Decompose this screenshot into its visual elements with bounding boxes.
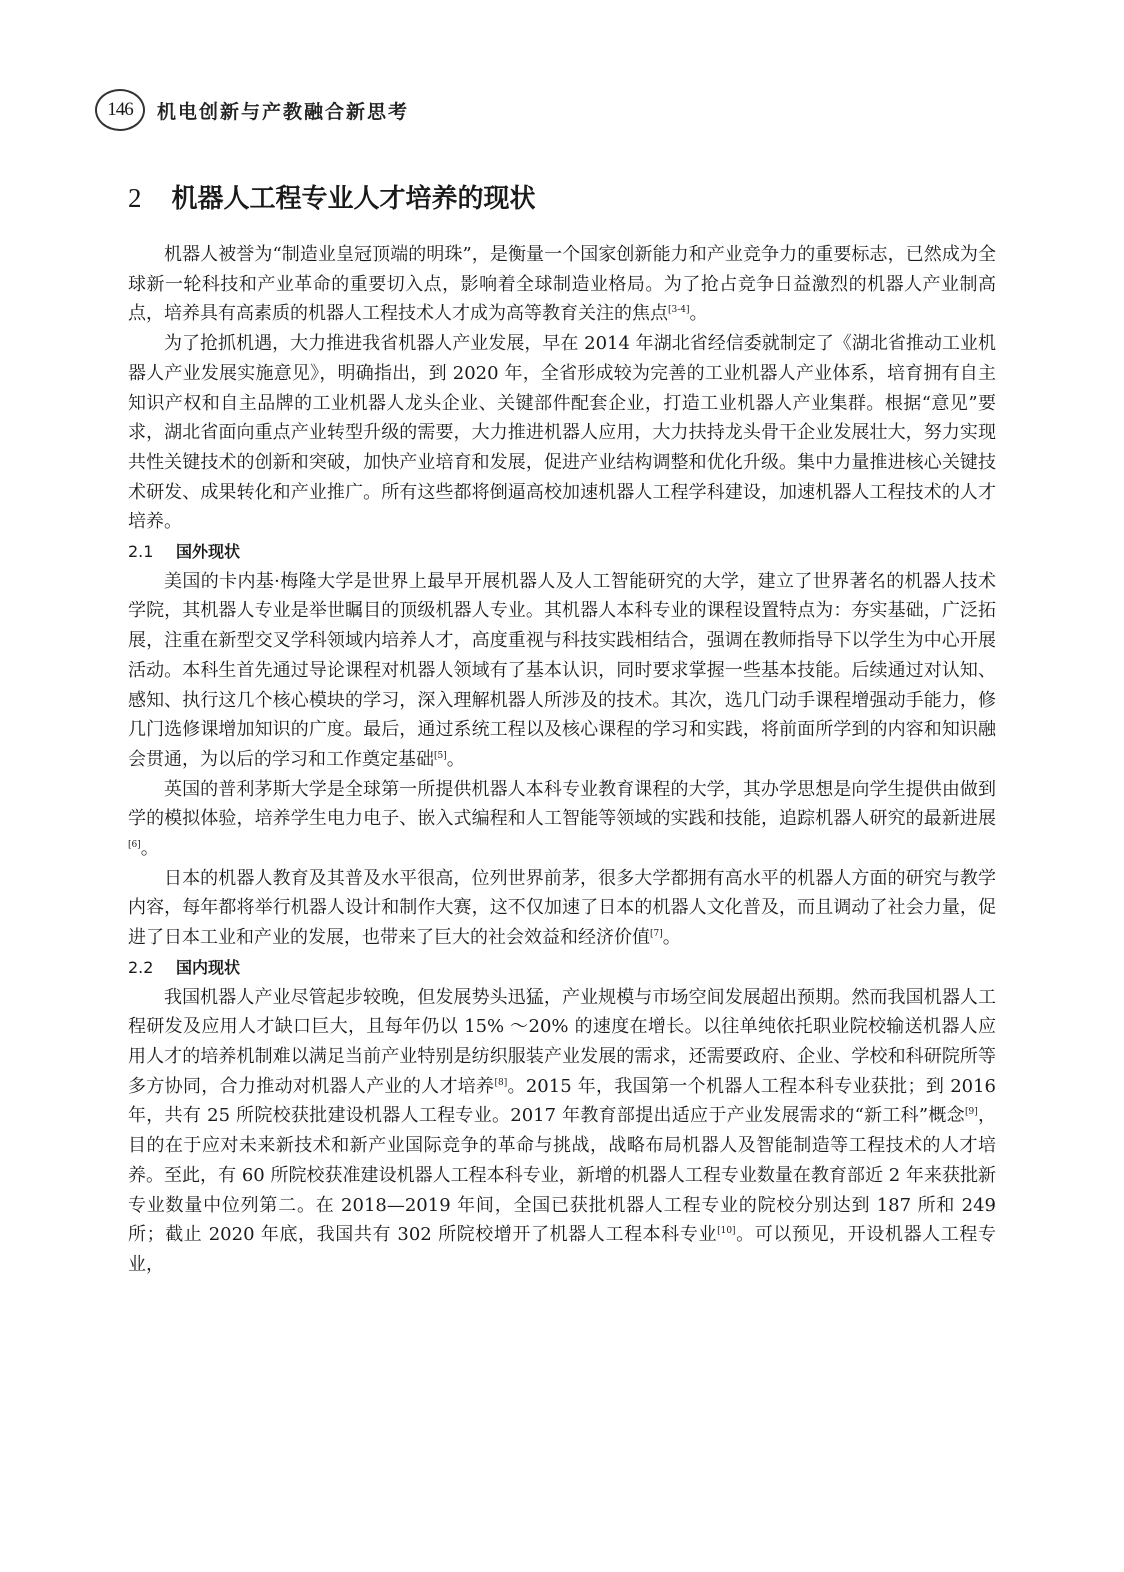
subsection-title: 国内现状 xyxy=(176,957,241,977)
paragraph: 为了抢抓机遇，大力推进我省机器人产业发展，早在 2014 年湖北省经信委就制定了《湖北省推动工业机器人产业发展实施意见》，明确指出，到 2020 年，全省形成较为完善的工业机器人产业体系，培育拥有自主知识产权和自主品牌的工业机器人龙头企业、关键部件配套企业，打造工业机器人产业集群。根据“意见”要求，湖北省面向重点产业转型升级的需要，大力推进机器人应用，大力扶持龙头骨干企业发展壮大，努力实现共性关键技术的创新和突破，加快产业培育和发展，促进产业结构调整和优化升级。集中力量推进核心关键技术研发、成果转化和产业推广。所有这些都将倒逼高校加速机器人工程学科建设，加速机器人工程技术的人才培养。 xyxy=(128,333,996,533)
citation: [8] xyxy=(494,1077,508,1088)
paragraph: 美国的卡内基·梅隆大学是世界上最早开展机器人及人工智能研究的大学，建立了世界著名的机器人技术学院，其机器人专业是举世瞩目的顶级机器人专业。其机器人本科专业的课程设置特点为：夯实基础，广泛拓展，注重在新型交叉学科领域内培养人才，高度重视与科技实践相结合，强调在教师指导下以学生为中心开展活动。本科生首先通过导论课程对机器人领域有了基本认识，同时要求掌握一些基本技能。后续通过对认知、感知、执行这几个核心模块的学习，深入理解机器人所涉及的技术。其次，选几门动手课程增强动手能力，修几门选修课增加知识的广度。最后，通过系统工程以及核心课程的学习和实践，将前面所学到的内容和知识融会贯通，为以后的学习和工作奠定基础[5]。 xyxy=(128,570,996,770)
subsection-number: 2.1 xyxy=(128,542,154,562)
paragraph: 日本的机器人教育及其普及水平很高，位列世界前茅，很多大学都拥有高水平的机器人方面的研究与教学内容，每年都将举行机器人设计和制作大赛，这不仅加速了日本的机器人文化普及，而且调动了社会力量，促进了日本工业和产业的发展，也带来了巨大的社会效益和经济价值[7]。 xyxy=(128,867,996,949)
running-title: 机电创新与产教融合新思考 xyxy=(157,100,410,123)
citation: [5] xyxy=(434,750,447,761)
citation: [10] xyxy=(717,1226,736,1237)
paragraph: 英国的普利茅斯大学是全球第一所提供机器人本科专业教育课程的大学，其办学思想是向学生提供由做到学的模拟体验，培养学生电力电子、嵌入式编程和人工智能等领域的实践和技能，追踪机器人研究的最新进展[6]。 xyxy=(128,778,996,860)
subsection-title: 国外现状 xyxy=(176,542,241,562)
subsection-number: 2.2 xyxy=(128,957,154,977)
subsection-heading-abroad xyxy=(128,537,996,567)
paragraph: 机器人被誉为“制造业皇冠顶端的明珠”，是衡量一个国家创新能力和产业竞争力的重要标志，已然成为全球新一轮科技和产业革命的重要切入点，影响着全球制造业格局。为了抢占竞争日益激烈的机器人产业制高点，培养具有高素质的机器人工程技术人才成为高等教育关注的焦点[3-4]。 xyxy=(128,244,996,325)
body-text xyxy=(128,240,996,1280)
section-title: 机器人工程专业人才培养的现状 xyxy=(171,184,536,214)
page-number: 146 xyxy=(95,89,145,131)
section-number: 2 xyxy=(128,183,142,213)
section-heading xyxy=(128,178,536,215)
paragraph: 我国机器人产业尽管起步较晚，但发展势头迅猛，产业规模与市场空间发展超出预期。然而我国机器人工程研发及应用人才缺口巨大，且每年仍以 15% ～20% 的速度在增长。以往单纯依托职业院校输送机器人应用人才的培养机制难以满足当前产业特别是纺织服装产业发展的需求，还需要政府、企业、学校和科研院所等多方协同，合力推动对机器人产业的人才培养[8]。2015 年，我国第一个机器人工程本科专业获批；到 2016 年，共有 25 所院校获批建设机器人工程专业。2017 年教育部提出适应于产业发展需求的“新工科”概念[9]，目的在于应对未来新技术和新产业国际竞争的革命与挑战，战略布局机器人及智能制造等工程技术的人才培养。至此，有 60 所院校获准建设机器人工程本科专业，新增的机器人工程专业数量在教育部近 2 年来获批新专业数量中位列第二。在 2018—2019 年间，全国已获批机器人工程专业的院校分别达到 187 所和 249 所；截止 2020 年底，我国共有 302 所院校增开了机器人工程本科专业[10]。可以预见，开设机器人工程专业， xyxy=(128,986,997,1275)
citation: [7] xyxy=(650,929,663,940)
running-header xyxy=(95,88,409,132)
subsection-heading-domestic xyxy=(128,953,996,983)
citation: [3-4] xyxy=(668,305,690,316)
citation: [9] xyxy=(964,1107,978,1118)
citation: [6] xyxy=(128,840,141,851)
